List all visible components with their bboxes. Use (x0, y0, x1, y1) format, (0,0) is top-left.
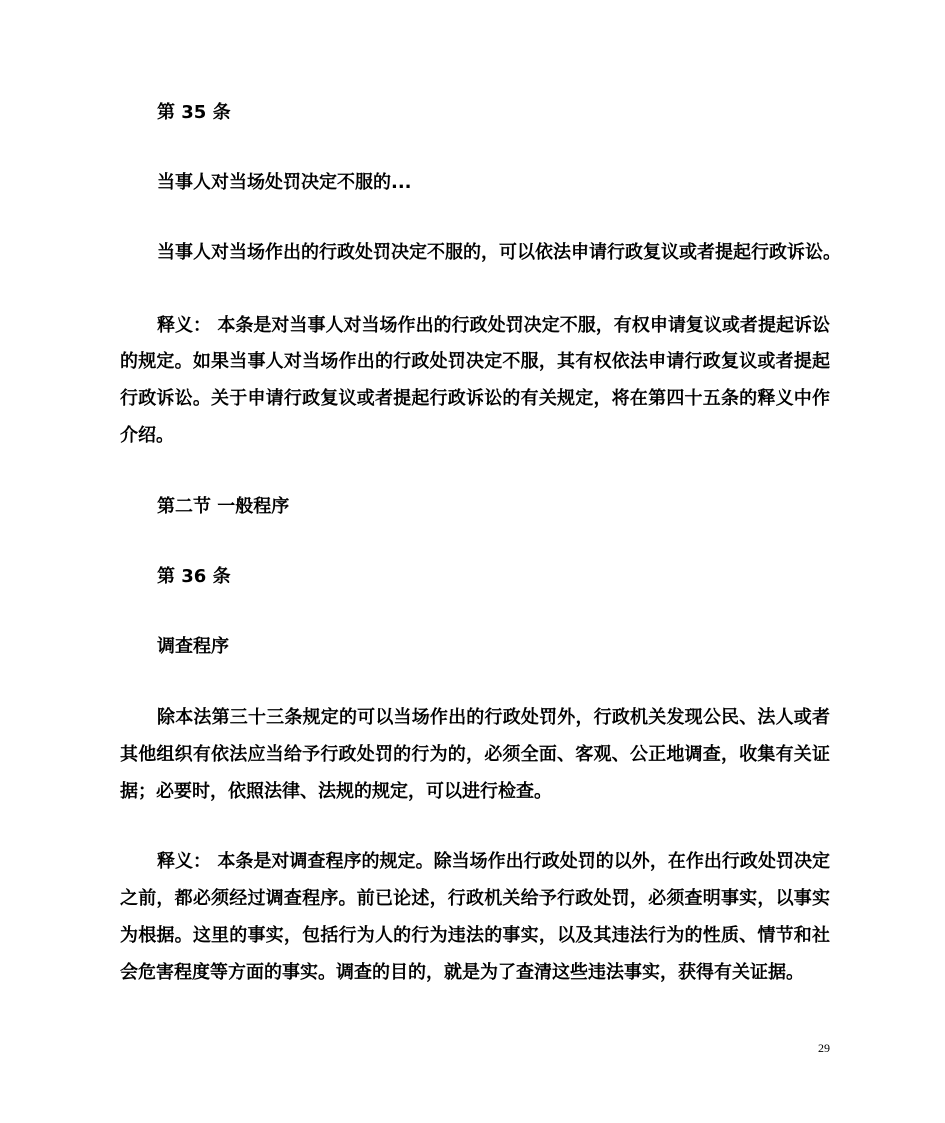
article-35-commentary-line: 释义： 本条是对当事人对当场作出的行政处罚决定不服，有权申请复议或者提起诉讼 (157, 315, 830, 336)
article-35-commentary-line: 介绍。 (120, 425, 174, 446)
article-35-commentary-line: 行政诉讼。关于申请行政复议或者提起行政诉讼的有关规定，将在第四十五条的释义中作 (120, 388, 830, 409)
article-36-text-line: 其他组织有依法应当给予行政处罚的行为的，必须全面、客观、公正地调查，收集有关证 (120, 744, 830, 765)
article-36-commentary-line: 之前，都必须经过调查程序。前已论述，行政机关给予行政处罚，必须查明事实，以事实 (120, 888, 830, 909)
article-35-heading: 第 35 条 (157, 102, 231, 123)
article-35-text: 当事人对当场作出的行政处罚决定不服的，可以依法申请行政复议或者提起行政诉讼。 (157, 242, 841, 263)
article-36-title: 调查程序 (157, 636, 229, 657)
section-heading: 第二节 一般程序 (157, 496, 290, 517)
article-36-text-line: 除本法第三十三条规定的可以当场作出的行政处罚外，行政机关发现公民、法人或者 (157, 707, 830, 728)
article-36-commentary-line: 释义： 本条是对调查程序的规定。除当场作出行政处罚的以外，在作出行政处罚决定 (157, 851, 830, 872)
page-number: 29 (818, 1041, 830, 1055)
article-36-text-line: 据；必要时，依照法律、法规的规定，可以进行检查。 (120, 781, 552, 802)
article-36-commentary-line: 会危害程度等方面的事实。调查的目的，就是为了查清这些违法事实，获得有关证据。 (120, 962, 804, 983)
article-36-commentary-line: 为根据。这里的事实，包括行为人的行为违法的事实，以及其违法行为的性质、情节和社 (120, 925, 830, 946)
article-35-commentary-line: 的规定。如果当事人对当场作出的行政处罚决定不服，其有权依法申请行政复议或者提起 (120, 351, 830, 372)
article-36-heading: 第 36 条 (157, 566, 231, 587)
article-35-title: 当事人对当场处罚决定不服的... (157, 172, 412, 193)
